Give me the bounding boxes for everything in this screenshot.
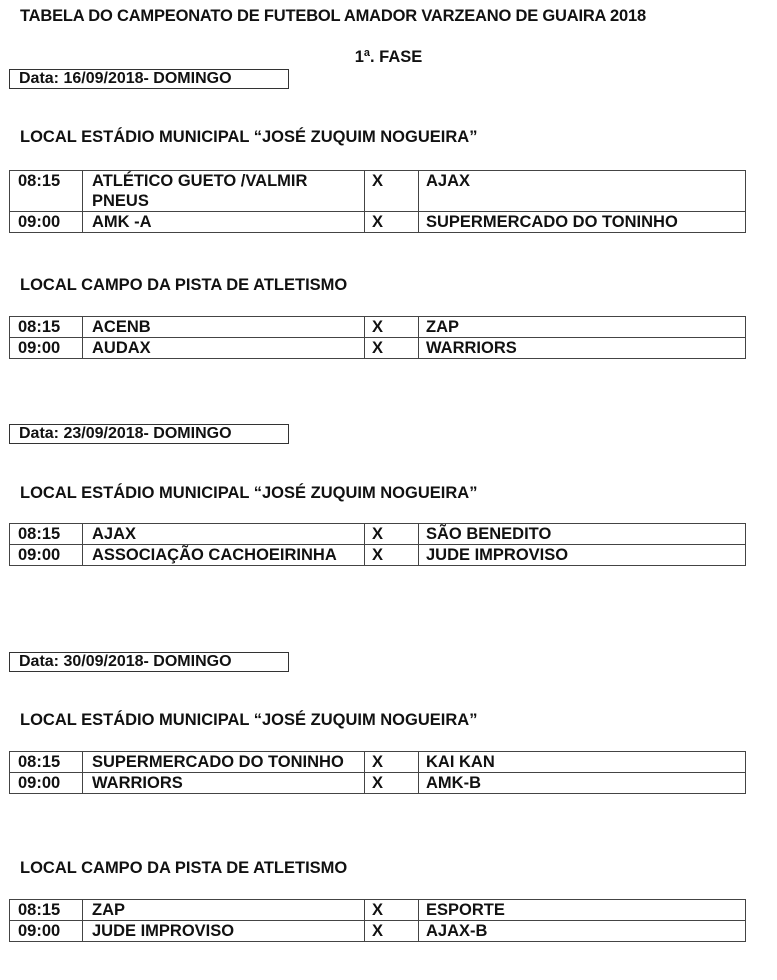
home-team: ACENB [83, 317, 365, 338]
venue-heading: LOCAL ESTÁDIO MUNICIPAL “JOSÉ ZUQUIM NOGUEIRA” [20, 711, 478, 729]
versus-mark: X [365, 752, 419, 773]
away-team: AMK-B [419, 773, 746, 794]
table-row [10, 524, 746, 545]
venue-heading: LOCAL CAMPO DA PISTA DE ATLETISMO [20, 276, 348, 294]
home-team: WARRIORS [83, 773, 365, 794]
venue-heading: LOCAL CAMPO DA PISTA DE ATLETISMO [20, 859, 348, 877]
away-team: JUDE IMPROVISO [419, 545, 746, 566]
away-team: SUPERMERCADO DO TONINHO [419, 212, 746, 233]
match-time: 08:15 [10, 900, 83, 921]
versus-mark: X [365, 900, 419, 921]
home-team: SUPERMERCADO DO TONINHO [83, 752, 365, 773]
table-row [10, 545, 746, 566]
table-row [10, 900, 746, 921]
away-team: ESPORTE [419, 900, 746, 921]
match-table [9, 899, 746, 942]
away-team: KAI KAN [419, 752, 746, 773]
table-row [10, 317, 746, 338]
versus-mark: X [365, 317, 419, 338]
versus-mark: X [365, 773, 419, 794]
venue-heading: LOCAL ESTÁDIO MUNICIPAL “JOSÉ ZUQUIM NOGUEIRA” [20, 484, 478, 502]
home-team: AJAX [83, 524, 365, 545]
match-time: 09:00 [10, 773, 83, 794]
match-table [9, 523, 746, 566]
versus-mark: X [365, 921, 419, 942]
match-time: 09:00 [10, 545, 83, 566]
match-time: 08:15 [10, 752, 83, 773]
round-date-1: Data: 16/09/2018- DOMINGO [9, 69, 289, 89]
home-team: ATLÉTICO GUETO /VALMIR PNEUS [83, 171, 365, 212]
versus-mark: X [365, 171, 419, 212]
table-row [10, 212, 746, 233]
match-table [9, 316, 746, 359]
phase-heading: 1ª. FASE [354, 48, 423, 66]
match-time: 09:00 [10, 921, 83, 942]
match-time: 09:00 [10, 212, 83, 233]
away-team: AJAX-B [419, 921, 746, 942]
away-team: ZAP [419, 317, 746, 338]
versus-mark: X [365, 524, 419, 545]
away-team: WARRIORS [419, 338, 746, 359]
home-team: ZAP [83, 900, 365, 921]
match-time: 08:15 [10, 524, 83, 545]
table-row [10, 171, 746, 212]
away-team: AJAX [419, 171, 746, 212]
document-title: TABELA DO CAMPEONATO DE FUTEBOL AMADOR VARZEANO DE GUAIRA 2018 [20, 7, 646, 25]
table-row [10, 752, 746, 773]
table-row [10, 773, 746, 794]
versus-mark: X [365, 545, 419, 566]
table-row [10, 338, 746, 359]
away-team: SÃO BENEDITO [419, 524, 746, 545]
home-team: ASSOCIAÇÃO CACHOEIRINHA [83, 545, 365, 566]
match-time: 09:00 [10, 338, 83, 359]
versus-mark: X [365, 212, 419, 233]
versus-mark: X [365, 338, 419, 359]
round-date-2: Data: 23/09/2018- DOMINGO [9, 424, 289, 444]
round-date-3: Data: 30/09/2018- DOMINGO [9, 652, 289, 672]
match-table [9, 170, 746, 233]
home-team: AMK -A [83, 212, 365, 233]
match-time: 08:15 [10, 317, 83, 338]
match-table [9, 751, 746, 794]
home-team: AUDAX [83, 338, 365, 359]
venue-heading: LOCAL ESTÁDIO MUNICIPAL “JOSÉ ZUQUIM NOGUEIRA” [20, 128, 478, 146]
match-time: 08:15 [10, 171, 83, 212]
home-team: JUDE IMPROVISO [83, 921, 365, 942]
table-row [10, 921, 746, 942]
